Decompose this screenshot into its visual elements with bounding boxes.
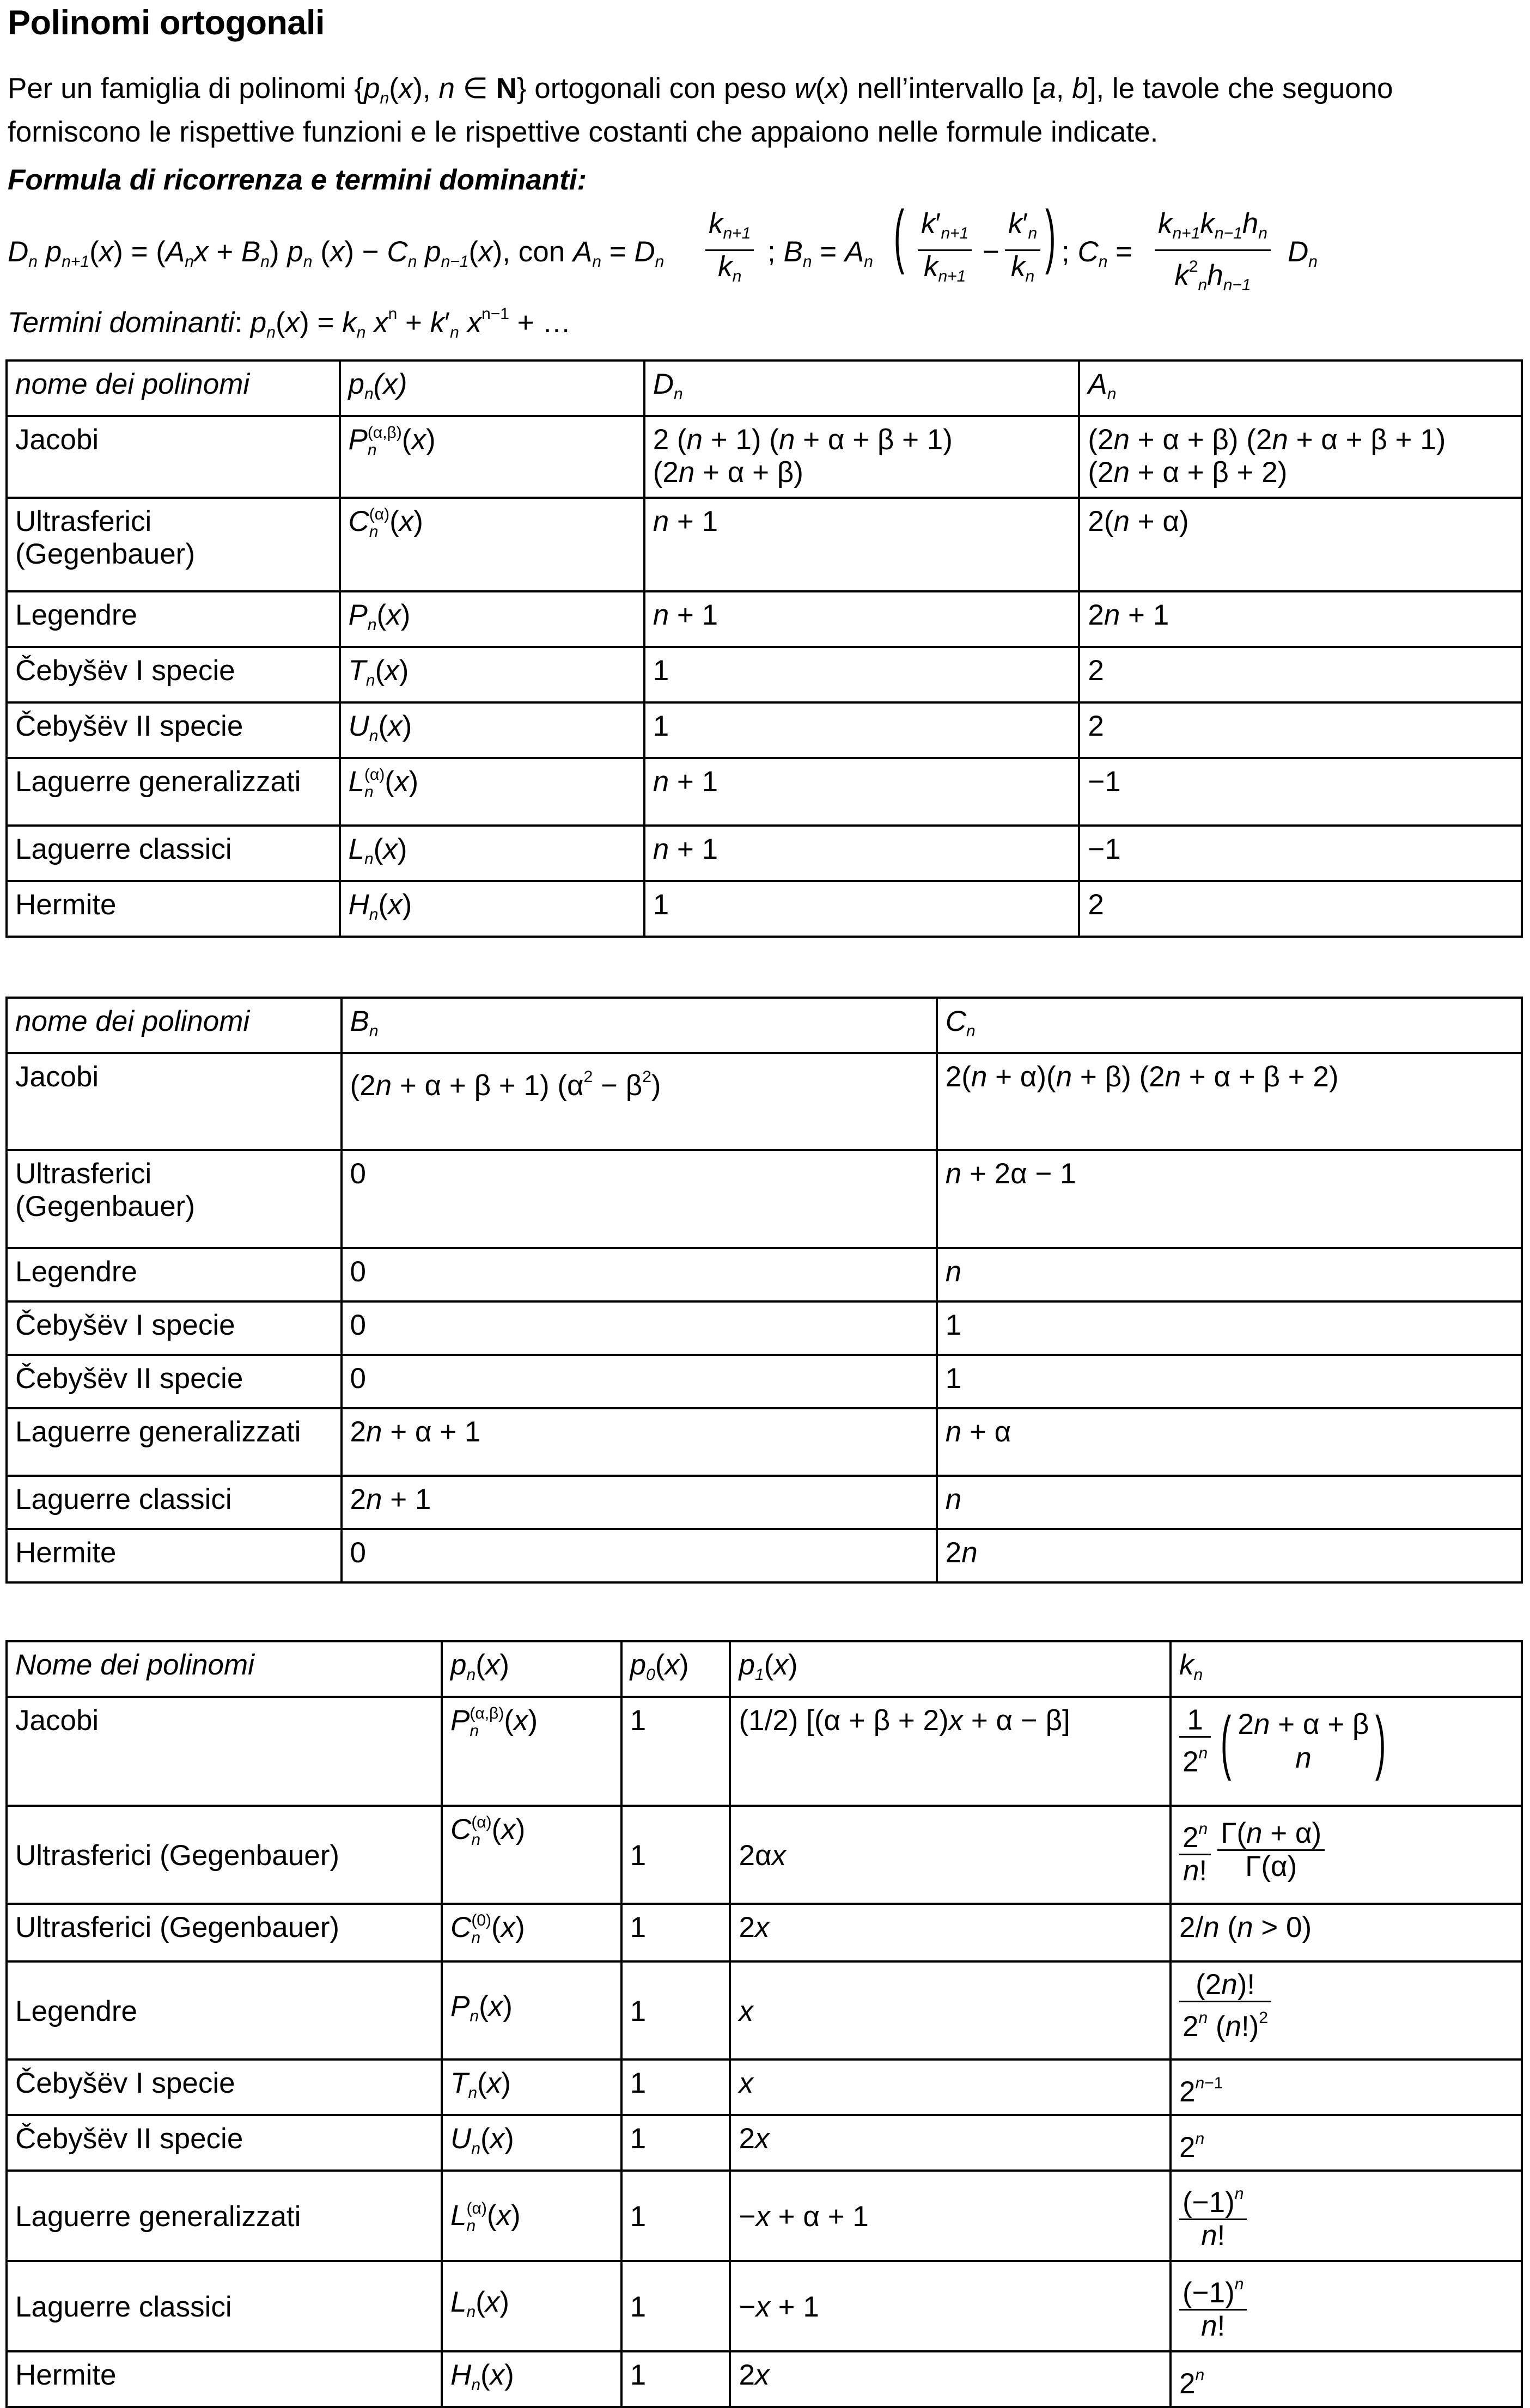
table-row — [7, 1355, 1522, 1408]
cell-bn: 0 — [342, 1150, 937, 1248]
cell-p1: 2x — [730, 1904, 1171, 1961]
table-row — [7, 2171, 1522, 2261]
cell-name: Čebyšëv II specie — [7, 1355, 342, 1408]
cell-bn: 0 — [342, 1248, 937, 1301]
cell-pn: $P_n(x)$ — [442, 1961, 621, 2059]
col-header-pn: $p_n(x)$ — [442, 1641, 621, 1697]
cell-kn: $\frac{2^n}{n!}$ $\frac{\Gamma(n + \alpha)}{\Gamma(\alpha)}$ — [1171, 1806, 1522, 1904]
cell-cn: 2n — [937, 1529, 1522, 1582]
col-header-pn: $p_n(x)$ — [340, 360, 644, 416]
table-row — [7, 1697, 1522, 1806]
cell-pn: $T_n(x)$ — [442, 2059, 621, 2115]
cell-bn: (2n + α + β + 1) $(\alpha^2 - \beta^2)$ — [342, 1053, 937, 1150]
cell-name: Ultrasferici (Gegenbauer) — [7, 1806, 442, 1904]
cell-pn: C (0) n (x) — [442, 1904, 621, 1961]
cell-an: 2 — [1079, 881, 1522, 937]
cell-name: Laguerre classici — [7, 826, 340, 881]
cell-p1: x — [730, 1961, 1171, 2059]
cell-p0: 1 — [621, 1904, 730, 1961]
table-header-row — [7, 1641, 1522, 1697]
cell-pn: $H_n(x)$ — [340, 881, 644, 937]
cell-kn: $\frac{(2n)!}{2^n (n!)^2}$ — [1171, 1961, 1522, 2059]
table-row — [7, 1301, 1522, 1355]
table-header-row — [7, 998, 1522, 1053]
cell-p0: 1 — [621, 2351, 730, 2407]
table-row — [7, 498, 1522, 591]
col-header-name: Nome dei polinomi — [7, 1641, 442, 1697]
cell-cn: n — [937, 1476, 1522, 1529]
cell-name: Čebyšëv I specie — [7, 647, 340, 702]
cell-pn: $L_n(x)$ — [340, 826, 644, 881]
cell-pn: $U_n(x)$ — [442, 2115, 621, 2171]
col-header-name: nome dei polinomi — [7, 998, 342, 1053]
cell-pn: L (α) n (x) — [442, 2171, 621, 2261]
cell-pn: C (α) n (x) — [442, 1806, 621, 1904]
cell-dn: n + 1 — [644, 498, 1080, 591]
table-row — [7, 758, 1522, 826]
cell-an: 2 — [1079, 647, 1522, 702]
cell-name: Hermite — [7, 1529, 342, 1582]
cell-an: (2n + α + β) (2n + α + β + 1) (2n + α + β + 2) — [1079, 416, 1522, 498]
col-header-bn: $B_n$ — [342, 998, 937, 1053]
cell-name: Čebyšëv I specie — [7, 2059, 442, 2115]
cell-an: −1 — [1079, 826, 1522, 881]
page-title: Polinomi ortogonali — [8, 4, 325, 42]
cell-kn: $\frac{1}{2^n}$ ( 2n + α + β n ) — [1171, 1697, 1522, 1806]
cell-kn: 2$^n$ — [1171, 2115, 1522, 2171]
col-header-p1: $p_1(x)$ — [730, 1641, 1171, 1697]
cell-cn: n + α — [937, 1408, 1522, 1476]
cell-kn: 2$^n$ — [1171, 2351, 1522, 2407]
cell-name: Ultrasferici (Gegenbauer) — [7, 1904, 442, 1961]
cell-name: Čebyšëv II specie — [7, 2115, 442, 2171]
table-row — [7, 1806, 1522, 1904]
cell-name: Laguerre classici — [7, 2261, 442, 2351]
cell-an: −1 — [1079, 758, 1522, 826]
cell-pn: $L_n(x)$ — [442, 2261, 621, 2351]
cell-name: Ultrasferici (Gegenbauer) — [7, 1150, 342, 1248]
section-heading: Formula di ricorrenza e termini dominanti: — [8, 164, 587, 196]
col-header-p0: $p_0(x)$ — [621, 1641, 730, 1697]
cell-kn: $2^{n-1}$ — [1171, 2059, 1522, 2115]
table-row — [7, 1408, 1522, 1476]
table-row — [7, 1961, 1522, 2059]
cell-cn: 1 — [937, 1301, 1522, 1355]
cell-pn: $T_n(x)$ — [340, 647, 644, 702]
cell-name: Jacobi — [7, 1697, 442, 1806]
col-header-cn: $C_n$ — [937, 998, 1522, 1053]
cell-name: Čebyšëv I specie — [7, 1301, 342, 1355]
cell-pn: P (α,β) n (x) — [442, 1697, 621, 1806]
cell-name: Legendre — [7, 1961, 442, 2059]
cell-name: Čebyšëv II specie — [7, 702, 340, 758]
table-row — [7, 1529, 1522, 1582]
cell-name: Laguerre generalizzati — [7, 758, 340, 826]
table-row — [7, 1476, 1522, 1529]
cell-dn: 1 — [644, 647, 1080, 702]
cell-p0: 1 — [621, 2261, 730, 2351]
table-row — [7, 2059, 1522, 2115]
cell-pn: C (α) n (x) — [340, 498, 644, 591]
table-row — [7, 1248, 1522, 1301]
table-bn-cn — [5, 997, 1523, 1584]
cell-name: Jacobi — [7, 416, 340, 498]
cell-p1: x — [730, 2059, 1171, 2115]
table-row — [7, 881, 1522, 937]
cell-name: Laguerre classici — [7, 1476, 342, 1529]
cell-p0: 1 — [621, 1806, 730, 1904]
cell-name: Laguerre generalizzati — [7, 2171, 442, 2261]
table-row — [7, 702, 1522, 758]
table-row — [7, 416, 1522, 498]
table-row — [7, 1150, 1522, 1248]
cell-cn: 2(n + α)(n + β) (2n + α + β + 2) — [937, 1053, 1522, 1150]
cell-dn: 1 — [644, 881, 1080, 937]
cell-p0: 1 — [621, 2171, 730, 2261]
col-header-dn: $D_n$ — [644, 360, 1080, 416]
cell-dn: n + 1 — [644, 758, 1080, 826]
table-row — [7, 826, 1522, 881]
cell-bn: 0 — [342, 1529, 937, 1582]
cell-name: Laguerre generalizzati — [7, 1408, 342, 1476]
cell-p0: 1 — [621, 2115, 730, 2171]
cell-name: Jacobi — [7, 1053, 342, 1150]
table-row — [7, 591, 1522, 647]
table-row — [7, 647, 1522, 702]
cell-p0: 1 — [621, 1697, 730, 1806]
table-pn-kn — [5, 1640, 1523, 2408]
recurrence-formula: $D_n$ $p_{n+1}(x) = (A_nx + B_n)$ $p_n$ $(x) - C_n$ $p_{n-1}(x)$, con $A_n = D_n$ $\frac{k_{n+1}}{k_n}$ ; $B_n = A_n$ ( $\frac{k'_{n+1}}{k_{n+1}}$ − $\frac{k'_n}{k_n}$ ) ; $C_n$ = $k_{n+1}k_{n-1}h_n$ $k^2_nh_{n-1}$ $D_n$ — [8, 195, 1318, 294]
cell-p1: −x + α + 1 — [730, 2171, 1171, 2261]
cell-kn: 2/n (n > 0) — [1171, 1904, 1522, 1961]
cell-p1: −x + 1 — [730, 2261, 1171, 2351]
col-header-kn: $k_n$ — [1171, 1641, 1522, 1697]
cell-pn: L (α) n (x) — [340, 758, 644, 826]
cell-pn: $H_n(x)$ — [442, 2351, 621, 2407]
cell-name: Ultrasferici (Gegenbauer) — [7, 498, 340, 591]
table-header-row — [7, 360, 1522, 416]
table-dn-an — [5, 359, 1523, 938]
cell-name: Hermite — [7, 881, 340, 937]
cell-dn: n + 1 — [644, 591, 1080, 647]
cell-cn: n — [937, 1248, 1522, 1301]
cell-dn: 2 (n + 1) (n + α + β + 1) (2n + α + β) — [644, 416, 1080, 498]
cell-cn: n + 2α − 1 — [937, 1150, 1522, 1248]
cell-dn: 1 — [644, 702, 1080, 758]
cell-kn: $\frac{(-1)^n}{n!}$ — [1171, 2171, 1522, 2261]
col-header-name: nome dei polinomi — [7, 360, 340, 416]
cell-name: Hermite — [7, 2351, 442, 2407]
cell-p0: 1 — [621, 1961, 730, 2059]
cell-pn: $U_n(x)$ — [340, 702, 644, 758]
cell-p0: 1 — [621, 2059, 730, 2115]
cell-name: Legendre — [7, 591, 340, 647]
cell-name: Legendre — [7, 1248, 342, 1301]
cell-bn: 0 — [342, 1355, 937, 1408]
cell-p1: 2αx — [730, 1806, 1171, 1904]
table-row — [7, 2115, 1522, 2171]
cell-an: 2n + 1 — [1079, 591, 1522, 647]
cell-p1: 2x — [730, 2115, 1171, 2171]
cell-an: 2(n + α) — [1079, 498, 1522, 591]
intro-paragraph: Per un famiglia di polinomi {$p_n(x)$, n ∈ N} ortogonali con peso w(x) nell’intervallo [a, b], le tavole che seguono forniscono le rispettive funzioni e le rispettive costanti che appaiono nelle formule indicate. — [8, 72, 1393, 148]
cell-p1: (1/2) [(α + β + 2)x + α − β] — [730, 1697, 1171, 1806]
cell-bn: 2n + 1 — [342, 1476, 937, 1529]
cell-p1: 2x — [730, 2351, 1171, 2407]
cell-pn: $P_n(x)$ — [340, 591, 644, 647]
cell-cn: 1 — [937, 1355, 1522, 1408]
cell-kn: $\frac{(-1)^n}{n!}$ — [1171, 2261, 1522, 2351]
table-row — [7, 2261, 1522, 2351]
cell-an: 2 — [1079, 702, 1522, 758]
table-row — [7, 1053, 1522, 1150]
cell-pn: P (α,β) n (x) — [340, 416, 644, 498]
table-row — [7, 1904, 1522, 1961]
col-header-an: $A_n$ — [1079, 360, 1522, 416]
cell-bn: 0 — [342, 1301, 937, 1355]
cell-bn: 2n + α + 1 — [342, 1408, 937, 1476]
table-row — [7, 2351, 1522, 2407]
cell-dn: n + 1 — [644, 826, 1080, 881]
leading-terms: Termini dominanti: $p_n(x) = k_n$ $x^n + k'_n$ $x^{n-1}$ + … — [8, 305, 571, 341]
